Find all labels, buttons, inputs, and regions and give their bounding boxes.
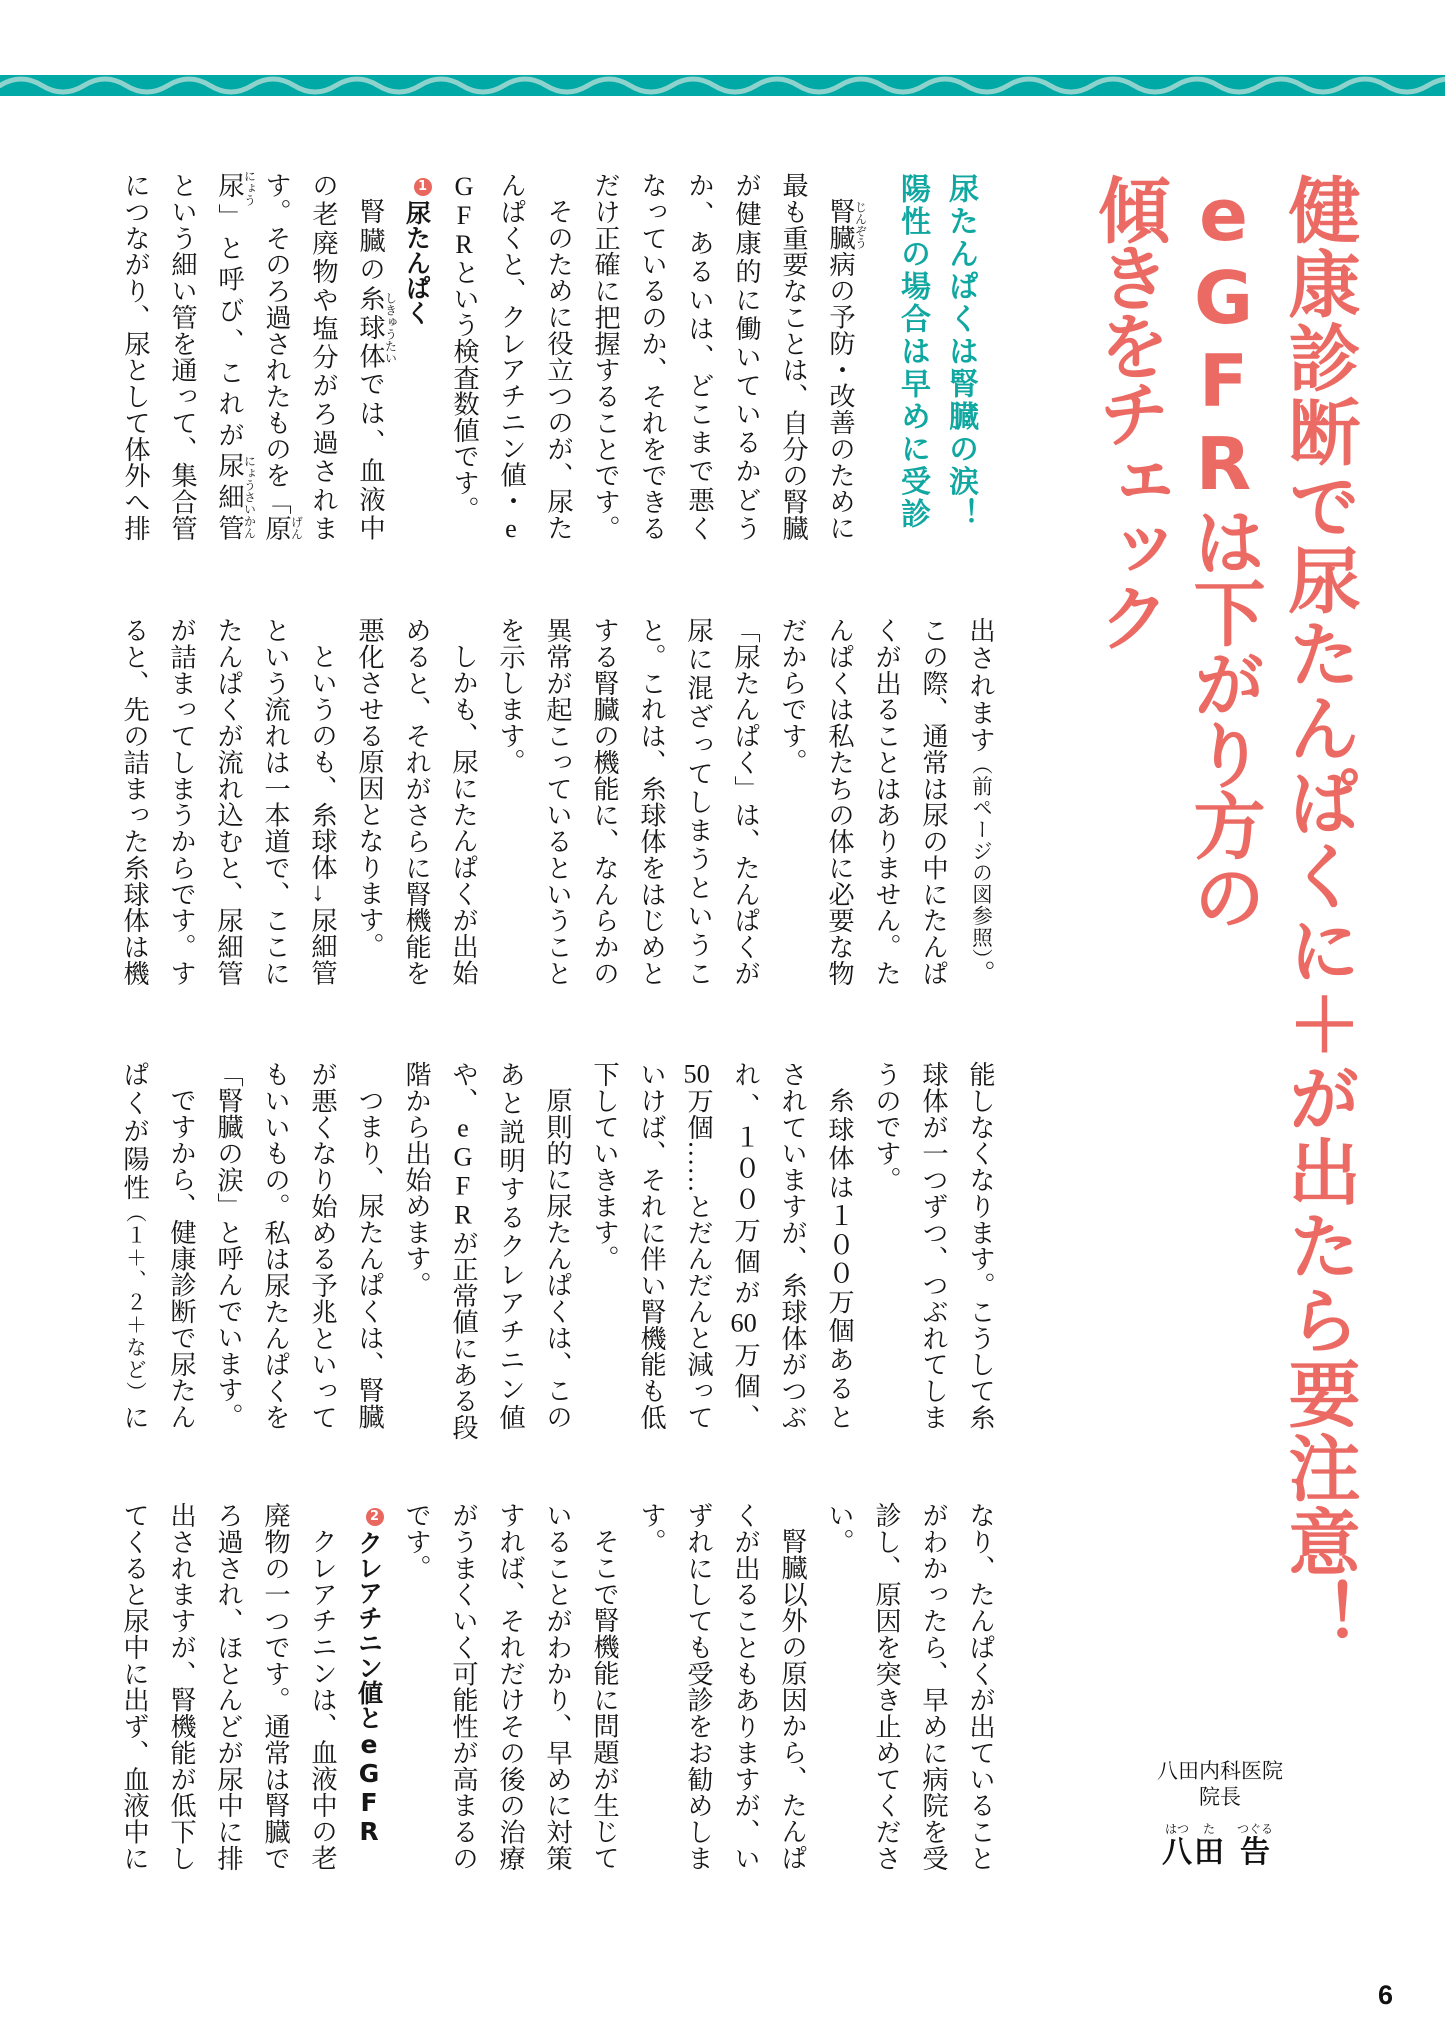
text-column: だからです。 xyxy=(777,617,807,775)
text-run: 万個、 xyxy=(730,1341,760,1430)
text-column: くが出ることはありません。た xyxy=(871,617,901,986)
text-column: めると、それがさらに腎機能を xyxy=(401,617,431,986)
text-column: んぱくは私たちの体に必要な物 xyxy=(824,617,854,986)
text-column: につながり、尿として体外へ排 xyxy=(120,172,150,541)
author-name-kanji: 告 xyxy=(1240,1835,1270,1870)
text-column xyxy=(722,1061,769,1430)
text-column: ろ過され、ほとんどが尿中に排 xyxy=(213,1502,243,1871)
text-column: くが出ることもありますが、い xyxy=(730,1502,760,1871)
author-credit xyxy=(1140,1759,1300,1810)
parenthetical-note: （１＋、２＋など） xyxy=(122,1202,145,1404)
text-run: という検査数値です。 xyxy=(449,259,479,522)
text-column: 糸球体は１００万個あると xyxy=(824,1087,854,1430)
text-column: の老廃物や塩分がろ過されま xyxy=(308,172,338,541)
text-column: ずれにしても受診をお勧めしま xyxy=(683,1502,713,1871)
text-column: 診し、原因を突き止めてくださ xyxy=(871,1502,901,1871)
text-column: という細い管を通って、集合管 xyxy=(167,172,197,541)
text-column: つまり、尿たんぱくは、腎臓 xyxy=(354,1087,384,1430)
text-run: れ、１００万個が xyxy=(730,1061,760,1311)
latin-run: GFR xyxy=(449,172,479,259)
text-column: する腎臓の機能に、なんらかの xyxy=(589,617,619,986)
ruby-reading: しきゅうたい xyxy=(383,291,398,364)
title-line-1: 健康診断で尿たんぱくに＋が出たら要注意！ xyxy=(1276,173,1361,1653)
text-column: がわかったら、早めに病院を受 xyxy=(918,1502,948,1871)
text-column: が悪くなり始める予兆といって xyxy=(307,1061,337,1430)
author-clinic: 八田内科医院 xyxy=(1157,1759,1283,1783)
text-column: いけば、それに伴い腎機能も低 xyxy=(636,1061,666,1430)
text-run: す。そのろ過されたものを「 xyxy=(261,172,291,515)
text-column: うのです。 xyxy=(871,1061,901,1193)
title-line-3: 傾きをチェック xyxy=(1086,173,1171,649)
author-name-reading: た xyxy=(1202,1822,1215,1836)
author-name-char xyxy=(1193,1822,1225,1870)
text-column xyxy=(111,1061,158,1430)
text-column: なっているのか、それをできる xyxy=(637,172,667,541)
text-column xyxy=(206,169,257,541)
ruby-base: 糸球体 xyxy=(355,284,385,371)
text-column: ですから、健康診断で尿たん xyxy=(166,1087,196,1430)
text-column xyxy=(488,172,535,541)
ruby-base: 腎臓 xyxy=(825,198,855,252)
text-column: がうまくいく可能性が高まるの xyxy=(448,1502,478,1871)
text-column: ると、先の詰まった糸球体は機 xyxy=(119,617,149,986)
text-column: 原則的に尿たんぱくは、この xyxy=(542,1087,572,1430)
text-column: 「尿たんぱく」は、たんぱくが xyxy=(730,617,760,986)
text-column: 球体が一つずつ、つぶれてしま xyxy=(918,1061,948,1430)
text-run: や、 xyxy=(448,1061,478,1114)
text-column: なり、たんぱくが出ていること xyxy=(965,1502,995,1871)
text-column: 尿に混ざってしまうというこ xyxy=(683,617,713,986)
author-name-kanji: 田 xyxy=(1194,1835,1224,1870)
text-column: が詰まってしまうからです。す xyxy=(166,617,196,986)
ruby-group xyxy=(214,452,257,541)
ruby-group xyxy=(825,198,868,252)
text-column: そのために役立つのが、尿た xyxy=(543,198,573,541)
section-heading-2 xyxy=(346,1502,393,1871)
text-column: 異常が起こっているということ xyxy=(542,617,572,986)
text-column: 能しなくなります。こうして糸 xyxy=(965,1061,995,1430)
section-number-badge: 1 xyxy=(414,178,432,196)
decorative-wave-band xyxy=(0,75,1445,96)
text-column xyxy=(347,172,398,541)
text-column: い。 xyxy=(824,1502,854,1555)
ruby-group xyxy=(261,514,304,541)
text-run: に xyxy=(119,1403,149,1430)
wave-band-overlay xyxy=(0,75,1445,96)
ruby-reading: にょうさいかん xyxy=(242,454,257,539)
ruby-reading: げん xyxy=(289,515,304,540)
text-column xyxy=(441,172,488,541)
author-role: 院長 xyxy=(1199,1785,1241,1809)
text-column: という流れは一本道で、ここに xyxy=(260,617,290,986)
page-number: 6 xyxy=(1378,1980,1394,2010)
author-name-reading: つぐる xyxy=(1237,1822,1274,1836)
section-heading-text: クレアチニン値とeGFR xyxy=(354,1530,384,1846)
ruby-base: 原 xyxy=(261,514,291,541)
section-heading-text: 尿たんぱく xyxy=(402,200,432,325)
text-column xyxy=(817,172,868,541)
text-column: すれば、それだけその後の治療 xyxy=(495,1502,525,1871)
latin-run: e xyxy=(496,513,526,543)
ruby-reading: じんぞう xyxy=(853,200,868,249)
text-column: 「腎臓の涙」と呼んでいます。 xyxy=(213,1061,243,1430)
text-run: が正常値にある段 xyxy=(448,1229,478,1441)
text-run: では、血液中 xyxy=(355,370,385,541)
article-body-block-2 xyxy=(111,617,1004,986)
ruby-base: 尿 xyxy=(214,172,244,204)
author-name-char xyxy=(1161,1822,1193,1870)
author-name xyxy=(1161,1822,1274,1870)
text-column xyxy=(675,1061,722,1430)
reference-note: （前ページの図参照） xyxy=(968,753,991,960)
author-name-reading: はつ xyxy=(1164,1822,1189,1836)
text-column: です。 xyxy=(401,1502,431,1581)
text-column: クレアチニンは、血液中の老 xyxy=(307,1528,337,1871)
text-column: しかも、尿にたんぱくが出始 xyxy=(448,643,478,986)
text-column: 出されますが、腎機能が低下し xyxy=(166,1502,196,1871)
text-column: 悪化させる原因となります。 xyxy=(354,617,384,959)
text-column: を示します。 xyxy=(495,617,525,775)
article-title xyxy=(1081,173,1366,1653)
text-column: 腎臓以外の原因から、たんぱ xyxy=(777,1528,807,1871)
text-column: もいいもの。私は尿たんぱくを xyxy=(260,1061,290,1430)
latin-run: eGFR xyxy=(448,1113,478,1230)
ruby-group xyxy=(214,169,257,206)
text-column: 下していきます。 xyxy=(589,1061,619,1272)
text-column xyxy=(957,617,1004,986)
text-column: す。 xyxy=(636,1502,666,1555)
horizontal-number: 50 xyxy=(683,1061,710,1088)
text-column: 廃物の一つです。通常は腎臓で xyxy=(260,1502,290,1871)
text-column: 最も重要なことは、自分の腎臓 xyxy=(778,172,808,541)
article-subtitle xyxy=(888,173,984,531)
ruby-base: 尿細管 xyxy=(214,452,244,541)
author-name-kanji: 八 xyxy=(1162,1835,1192,1870)
text-run: 腎臓の xyxy=(355,198,385,285)
author-name-char xyxy=(1237,1822,1274,1870)
ruby-group xyxy=(355,284,398,371)
text-run: 。 xyxy=(965,959,995,986)
section-number-badge: 2 xyxy=(366,1508,384,1526)
article-body-block-3 xyxy=(111,1061,1004,1441)
text-column: あと説明するクレアチニン値 xyxy=(495,1061,525,1430)
text-column: そこで腎機能に問題が生じて xyxy=(589,1528,619,1871)
subtitle-line-2: 陽性の場合は早めに受診 xyxy=(895,173,930,531)
article-body-block-1 xyxy=(112,169,868,543)
text-column: てくると尿中に出ず、血液中に xyxy=(119,1502,149,1871)
ruby-reading: にょう xyxy=(242,169,257,206)
text-run: ぱくが陽性 xyxy=(119,1061,149,1202)
text-column xyxy=(440,1061,487,1441)
horizontal-number: 60 xyxy=(730,1310,757,1337)
text-column: 階から出始めます。 xyxy=(401,1061,431,1298)
text-run: んぱくと、クレアチニン値・ xyxy=(496,172,526,514)
text-run: 病の予防・改善のために xyxy=(825,251,855,541)
text-run: 万個……とだんだんと減って xyxy=(683,1087,713,1430)
text-column: たんぱくが流れ込むと、尿細管 xyxy=(213,617,243,986)
text-column: だけ正確に把握することです。 xyxy=(590,172,620,541)
text-run: 出されます xyxy=(965,617,995,754)
text-column: というのも、糸球体→尿細管 xyxy=(307,643,337,986)
text-run: 」と呼び、これが xyxy=(214,203,244,453)
title-line-2: eGFRは下がり方の xyxy=(1181,173,1266,931)
text-column: が健康的に働いているかどう xyxy=(731,172,761,541)
text-column: か、あるいは、どこまで悪く xyxy=(684,172,714,541)
text-column xyxy=(253,172,304,541)
text-column: この際、通常は尿の中にたんぱ xyxy=(918,617,948,986)
subtitle-line-1: 尿たんぱくは腎臓の涙！ xyxy=(943,173,978,531)
section-heading-1 xyxy=(394,172,441,541)
text-column: されていますが、糸球体がつぶ xyxy=(777,1061,807,1430)
text-column: と。これは、糸球体をはじめと xyxy=(636,617,666,986)
article-body-block-4 xyxy=(111,1502,1004,1871)
text-column: いることがわかり、早めに対策 xyxy=(542,1502,572,1871)
